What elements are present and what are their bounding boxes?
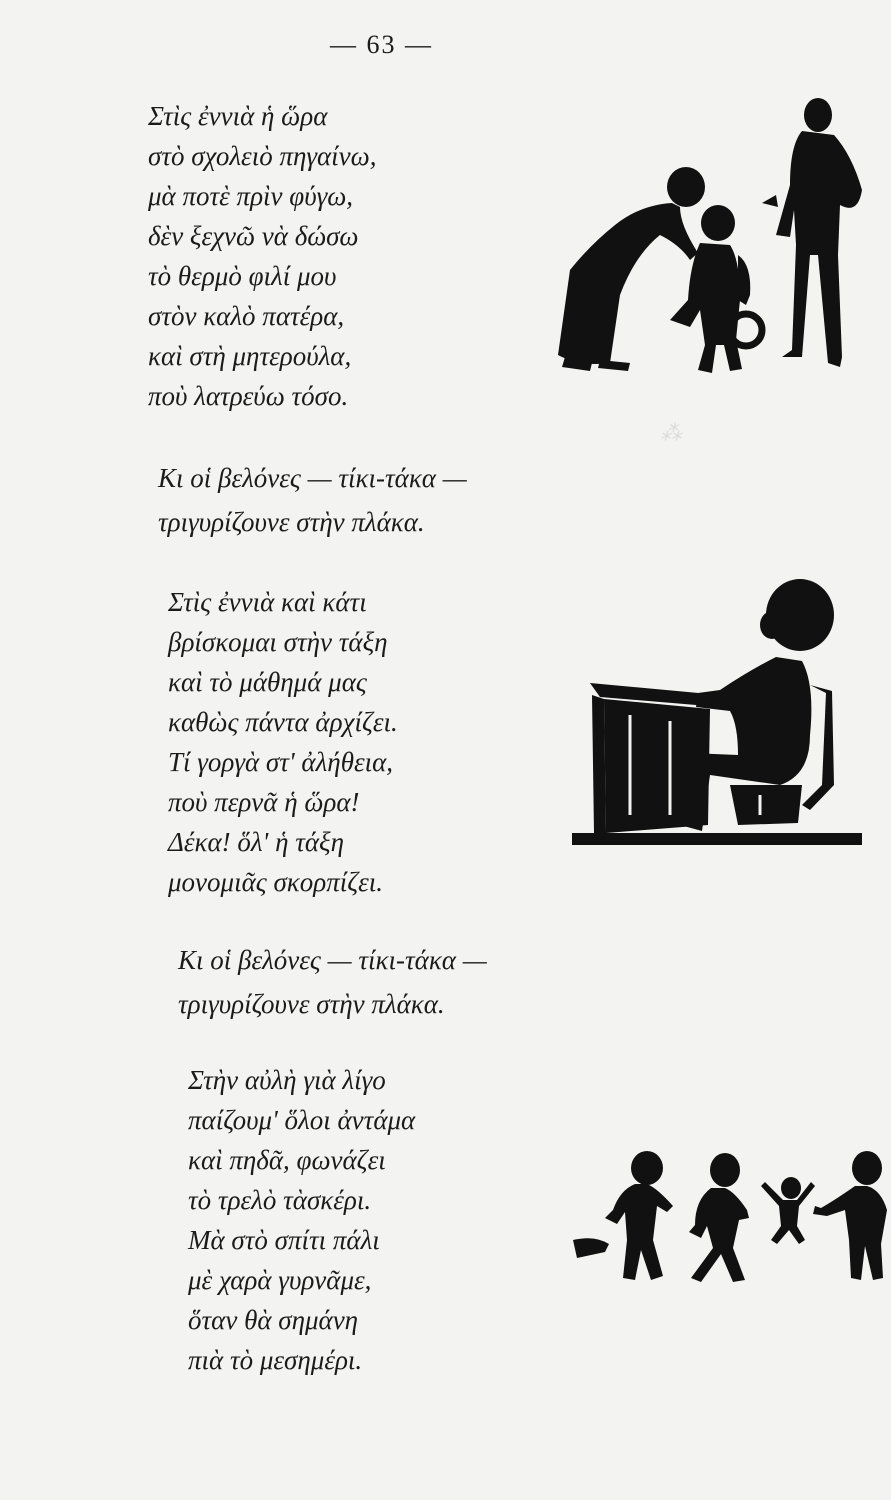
verse-line: Μὰ στὸ σπίτι πάλι (188, 1225, 380, 1255)
verse-line: τὸ τρελὸ τὰσκέρι. (188, 1185, 372, 1215)
verse-line: Στὶς ἐννιὰ ἡ ὥρα (148, 101, 328, 131)
bleed-through-mark: ⁂ (660, 420, 682, 445)
verse-line: δὲν ξεχνῶ νὰ δώσω (148, 221, 359, 251)
verse-line: μὲ χαρὰ γυρνᾶμε, (188, 1265, 372, 1295)
verse-line: καὶ πηδᾶ, φωνάζει (188, 1145, 386, 1175)
family-goodbye-illustration (540, 95, 870, 395)
verse-line: Τί γοργὰ στ' ἀλήθεια, (168, 747, 394, 777)
verse-line: ποὺ λατρεύω τόσο. (148, 381, 349, 411)
verse-line: Στὴν αὐλὴ γιὰ λίγο (188, 1065, 386, 1095)
verse-line: πιὰ τὸ μεσημέρι. (188, 1345, 363, 1375)
verse-line: Κι οἱ βελόνες — τίκι-τάκα — (178, 945, 487, 975)
verse-line: Δέκα! ὅλ' ἡ τάξη (168, 827, 345, 857)
verse-line: ποὺ περνᾶ ἡ ὥρα! (168, 787, 360, 817)
verse-line: βρίσκομαι στὴν τάξη (168, 627, 388, 657)
verse-line: καὶ τὸ μάθημά μας (168, 667, 367, 697)
verse-line: στὸν καλὸ πατέρα, (148, 301, 345, 331)
verse-line: Κι οἱ βελόνες — τίκι-τάκα — (158, 463, 467, 493)
verse-line: τριγυρίζουνε στὴν πλάκα. (158, 507, 425, 537)
verse-line: τὸ θερμὸ φιλί μου (148, 261, 337, 291)
verse-line: μὰ ποτὲ πρὶν φύγω, (148, 181, 354, 211)
stanza-3 (188, 1060, 415, 1380)
boy-at-desk-illustration (570, 575, 870, 865)
refrain-1 (158, 456, 467, 544)
verse-line: Στὶς ἐννιὰ καὶ κάτι (168, 587, 367, 617)
page-number: — 63 — (330, 30, 433, 59)
verse-line: καθὼς πάντα ἀρχίζει. (168, 707, 398, 737)
stanza-1 (148, 96, 376, 416)
stanza-2 (168, 582, 398, 902)
verse-line: μονομιᾶς σκορπίζει. (168, 867, 384, 897)
verse-line: στὸ σχολειὸ πηγαίνω, (148, 141, 377, 171)
verse-line: τριγυρίζουνε στὴν πλάκα. (178, 989, 445, 1019)
verse-line: παίζουμ' ὅλοι ἀντάμα (188, 1105, 416, 1135)
children-playing-illustration (565, 1140, 891, 1300)
refrain-2 (178, 938, 487, 1026)
verse-line: ὅταν θὰ σημάνη (188, 1305, 359, 1335)
verse-line: καὶ στὴ μητερούλα, (148, 341, 352, 371)
